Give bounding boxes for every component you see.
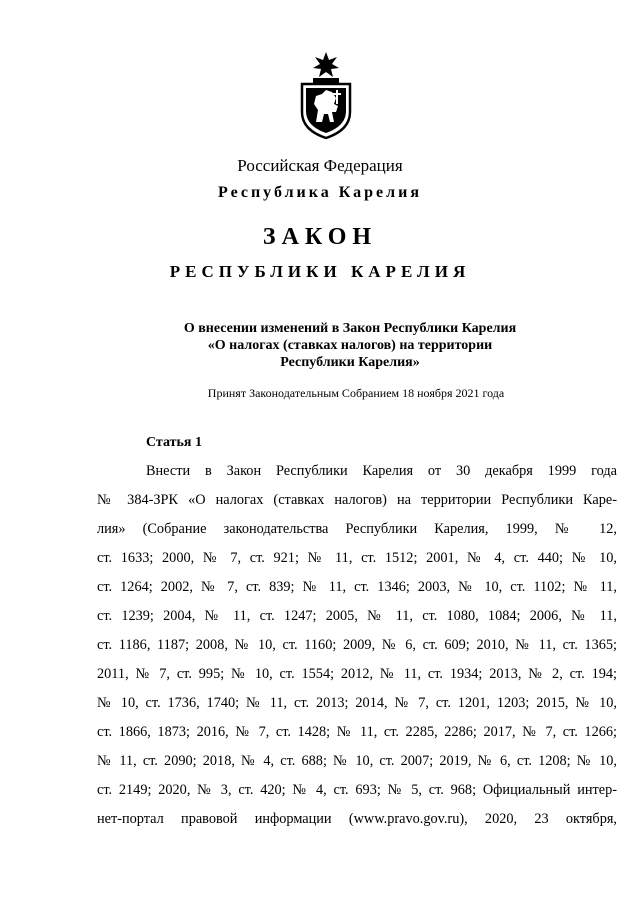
law-title-line: Республики Карелия» [280,355,420,370]
article-heading: Статья 1 [146,435,202,450]
body-line: 2011, № 7, ст. 995; № 10, ст. 1554; 2012, № 11, ст. 1934; 2013, № 2, ст. 194; [97,666,617,682]
body-line: ст. 1186, 1187; 2008, № 10, ст. 1160; 2009, № 6, ст. 609; 2010, № 11, ст. 1365; [97,637,617,653]
document-issuer: РЕСПУБЛИКИ КАРЕЛИЯ [169,262,471,281]
article-body [97,457,617,834]
country-name: Российская Федерация [237,156,403,175]
law-title-line: О внесении изменений в Закон Республики Карелия [183,321,517,336]
republic-name: Республика Карелия [218,184,422,201]
body-line: ст. 1264; 2002, № 7, ст. 839; № 11, ст. 1346; 2003, № 10, ст. 1102; № 11, [97,579,617,595]
body-line: ст. 1633; 2000, № 7, ст. 921; № 11, ст. 1512; 2001, № 4, ст. 440; № 10, [97,550,617,566]
body-line: ст. 1866, 1873; 2016, № 7, ст. 1428; № 11, ст. 2285, 2286; 2017, № 7, ст. 1266; [97,724,617,740]
body-line: ст. 2149; 2020, № 3, ст. 420; № 4, ст. 693; № 5, ст. 968; Официальный интер- [97,782,617,798]
law-title-line: «О налогах (ставках налогов) на территории [207,338,493,353]
body-line: № 11, ст. 2090; 2018, № 4, ст. 688; № 10, ст. 2007; 2019, № 6, ст. 1208; № 10, [97,753,617,769]
document-type: ЗАКОН [262,224,378,250]
body-line: нет-портал правовой информации (www.pravo.gov.ru), 2020, 23 октября, [97,811,617,827]
law-title [130,320,570,371]
body-line: ст. 1239; 2004, № 11, ст. 1247; 2005, № 11, ст. 1080, 1084; 2006, № 11, [97,608,617,624]
body-line: № 384-ЗРК «О налогах (ставках налогов) на территории Республики Каре- [97,492,617,508]
karelia-coat-of-arms-icon [296,50,356,140]
adoption-note: Принят Законодательным Собранием 18 ноября 2021 года [207,386,505,400]
body-line: лия» (Собрание законодательства Республики Карелия, 1999, № 12, [97,521,617,537]
body-line: № 10, ст. 1736, 1740; № 11, ст. 2013; 2014, № 7, ст. 1201, 1203; 2015, № 10, [97,695,617,711]
body-line: Внести в Закон Республики Карелия от 30 декабря 1999 года [146,463,617,479]
